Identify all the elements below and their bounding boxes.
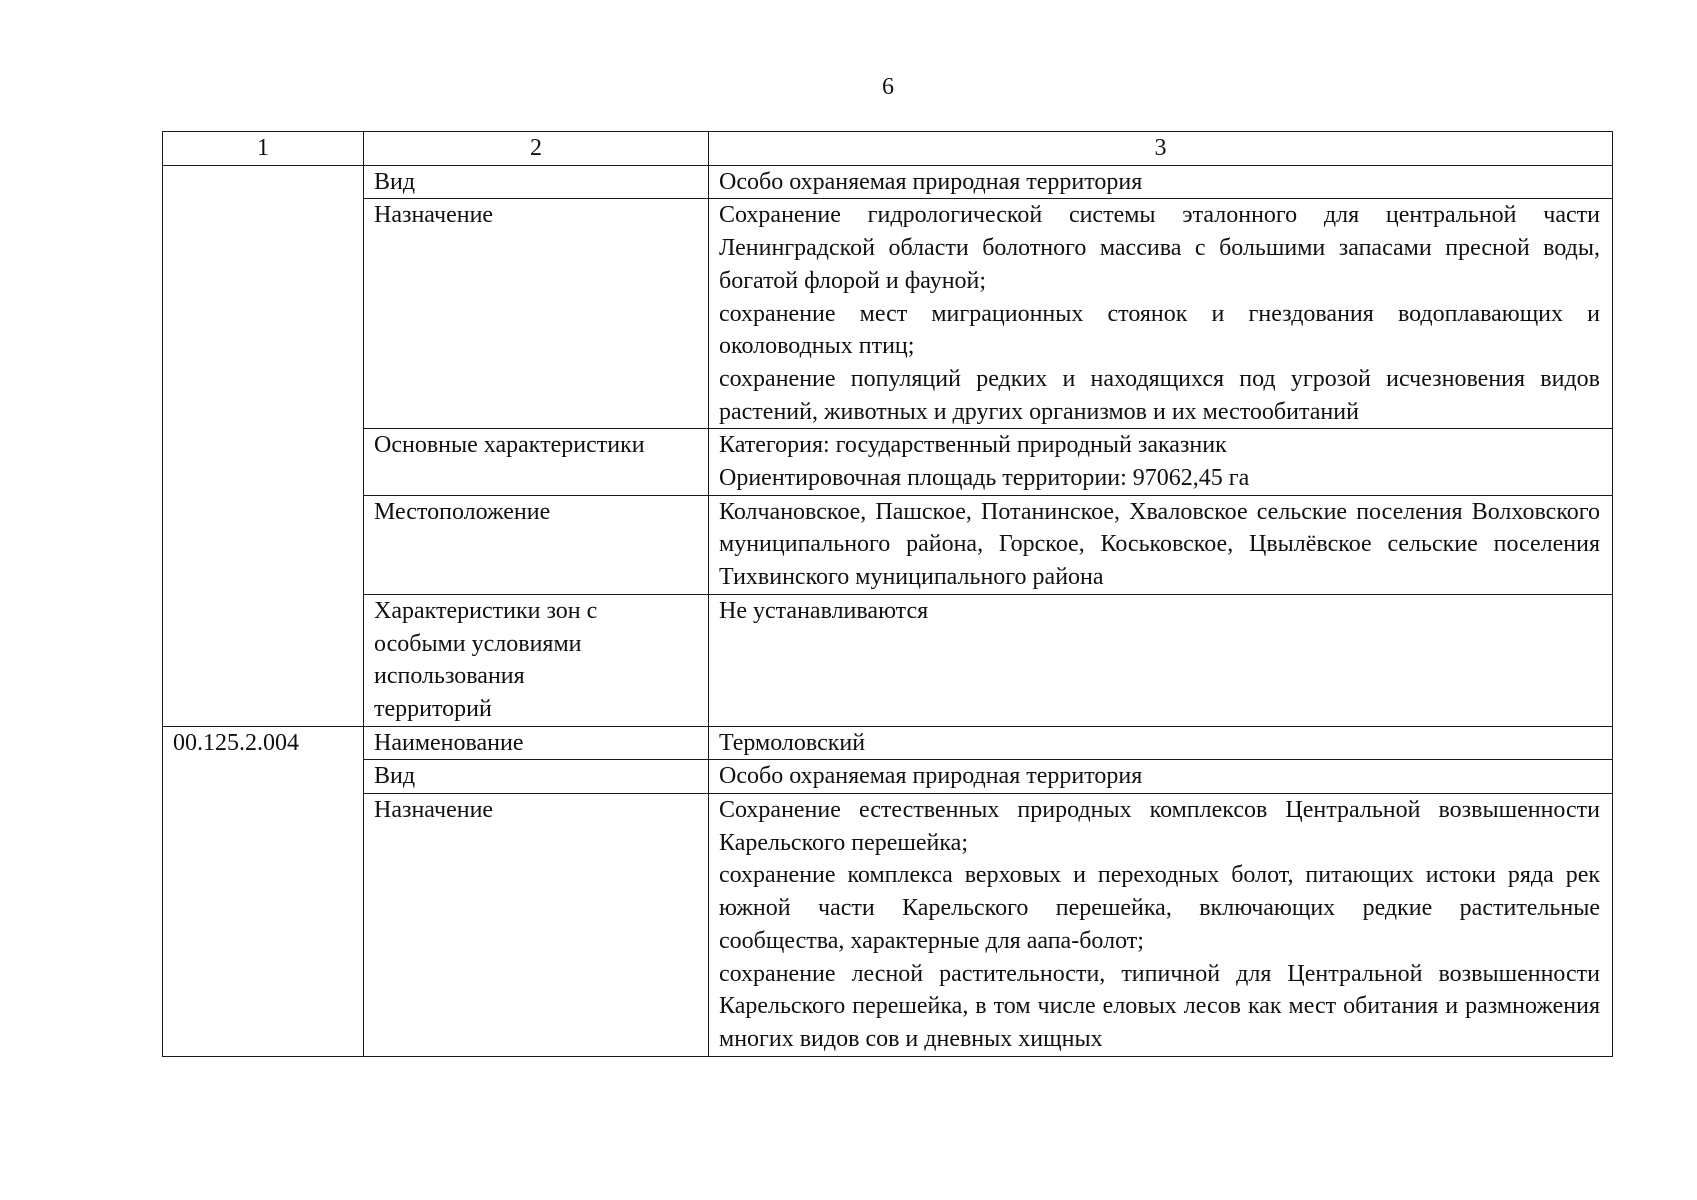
row-value-line: Категория: государственный природный заказник xyxy=(719,432,1227,459)
row-value-line: сохранение лесной растительности, типичной для Центральной возвышенности Карельского перешейка, в том числе еловых лесов как мест обитания и размножения многих видов сов и дневных хищных xyxy=(719,960,1600,1052)
row-label: Вид xyxy=(364,165,709,199)
row-value xyxy=(709,726,1613,760)
row-label: Назначение xyxy=(364,794,709,1057)
row-label: Характеристики зон с особыми условиями использования территорий xyxy=(364,594,709,726)
row-value-line: сохранение мест миграционных стоянок и гнездования водоплавающих и околоводных птиц; xyxy=(719,300,1600,360)
table-row xyxy=(163,429,1613,495)
row-value-line: Колчановское, Пашское, Потанинское, Хваловское сельские поселения Волховского муниципального района, Горское, Коськовское, Цвылёвское сельские поселения Тихвинского муниципального района xyxy=(719,498,1600,591)
entry-code: 00.125.2.004 xyxy=(163,726,364,1056)
row-value-line: Термоловский xyxy=(719,729,866,756)
table-row xyxy=(163,794,1613,1057)
row-value xyxy=(709,429,1613,495)
row-value-line: Сохранение естественных природных комплексов Центральной возвышенности Карельского перешейка; xyxy=(719,797,1600,856)
row-value xyxy=(709,594,1613,726)
header-cell-3: 3 xyxy=(709,132,1613,166)
row-label: Назначение xyxy=(364,199,709,429)
row-label: Вид xyxy=(364,760,709,794)
table-row xyxy=(163,165,1613,199)
document-table xyxy=(162,131,1613,1057)
row-value-line: сохранение популяций редких и находящихся под угрозой исчезновения видов растений, животных и других организмов и их местообитаний xyxy=(719,365,1600,425)
entry-code-cell-empty xyxy=(163,165,364,726)
table-row xyxy=(163,199,1613,429)
table-row xyxy=(163,726,1613,760)
page-number: 6 xyxy=(882,74,894,100)
header-cell-1: 1 xyxy=(163,132,364,166)
row-value-line: Не устанавливаются xyxy=(719,597,929,624)
row-value xyxy=(709,199,1613,429)
row-value xyxy=(709,495,1613,594)
row-value-line: Особо охраняемая природная территория xyxy=(719,763,1143,790)
table-row xyxy=(163,495,1613,594)
row-value-line: Особо охраняемая природная территория xyxy=(719,168,1143,195)
row-value xyxy=(709,794,1613,1057)
row-value-line: Сохранение гидрологической системы эталонного для центральной части Ленинградской области болотного массива с большими запасами пресной воды, богатой флорой и фауной; xyxy=(719,202,1600,294)
row-value xyxy=(709,165,1613,199)
row-value xyxy=(709,760,1613,794)
row-label: Основные характеристики xyxy=(364,429,709,495)
header-cell-2: 2 xyxy=(364,132,709,166)
row-label: Наименование xyxy=(364,726,709,760)
table-row xyxy=(163,594,1613,726)
table-row xyxy=(163,760,1613,794)
row-label: Местоположение xyxy=(364,495,709,594)
row-value-line: Ориентировочная площадь территории: 97062,45 га xyxy=(719,465,1250,492)
row-value-line: сохранение комплекса верховых и переходных болот, питающих истоки ряда рек южной части Карельского перешейка, включающих редкие растительные сообщества, характерные для аапа-болот; xyxy=(719,862,1600,954)
table-header-row xyxy=(163,132,1613,166)
